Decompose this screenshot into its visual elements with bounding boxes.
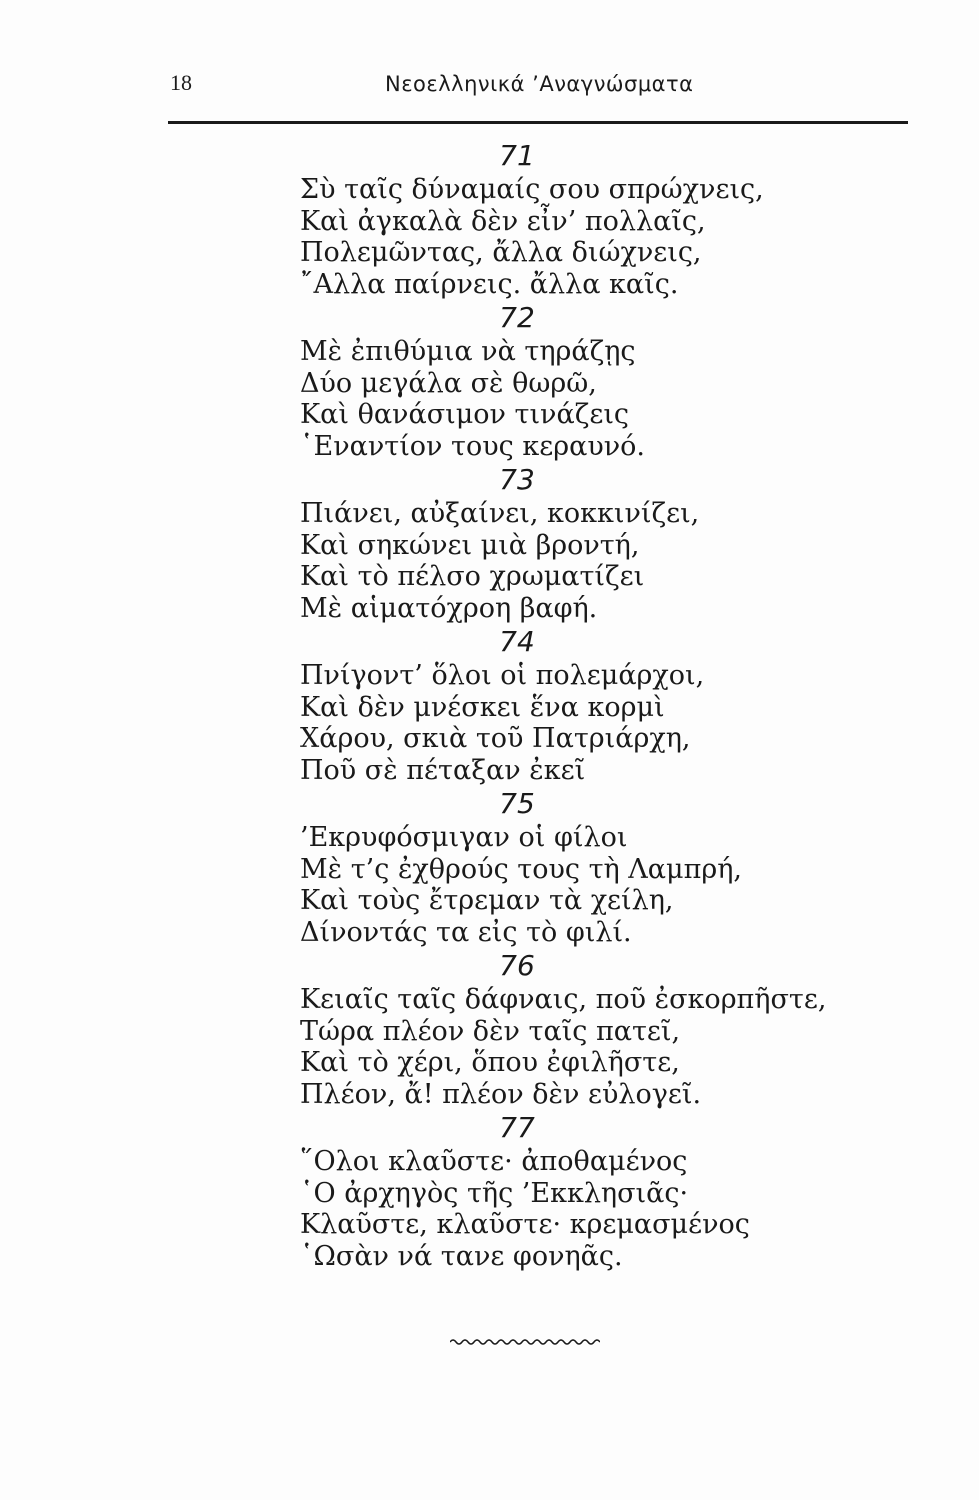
running-title: Νεοελληνικά ’Αναγνώσματα (385, 72, 694, 96)
verse-line: Καὶ θανάσιμον τινάζεις (300, 399, 630, 430)
verse-line: ῾Εναντίον τους κεραυνό. (300, 430, 645, 462)
verse-line: Καὶ ἀγκαλὰ δὲν εἶν’ πολλαῖς, (300, 205, 706, 237)
stanza-number: 71 (499, 139, 535, 172)
stanza-number: 77 (499, 1111, 535, 1144)
stanza-75 (282, 786, 782, 948)
verse-line: Μὲ αἱματόχροη βαφή. (300, 592, 598, 624)
stanza-72 (282, 300, 782, 462)
verse-line: Σὺ ταῖς δύναμαίς σου σπρώχνεις, (300, 174, 764, 205)
verse-line: Καὶ δὲν μνέσκει ἕνα κορμὶ (300, 691, 665, 723)
verse-line: Πλέον, ἄ! πλέον δὲν εὐλογεῖ. (300, 1078, 702, 1110)
stanza-77 (282, 1110, 782, 1272)
verse-line: Δίνοντάς τα εἰς τὸ φιλί. (300, 916, 632, 948)
verse-line: ῞Ολοι κλαῦστε· ἀποθαμένος (300, 1146, 688, 1177)
stanza-number: 74 (499, 625, 535, 658)
verse-line: ’Εκρυφόσμιγαν οἱ φίλοι (300, 822, 628, 853)
stanza-76 (282, 948, 827, 1110)
header-rule (168, 121, 908, 124)
stanza-74 (282, 624, 782, 786)
verse-line: Καὶ σηκώνει μιὰ βροντή, (300, 529, 640, 561)
page-header (170, 70, 910, 104)
verse-line: Δύο μεγάλα σὲ θωρῶ, (300, 367, 597, 399)
verse-line: ῾Ωσὰν νά τανε φονηᾶς. (300, 1240, 623, 1272)
verse-line: Τώρα πλέον δὲν ταῖς πατεῖ, (300, 1015, 681, 1047)
wavy-end-ornament (450, 1337, 600, 1347)
verse-line: Χάρου, σκιὰ τοῦ Πατριάρχη, (300, 723, 691, 754)
stanza-71 (282, 138, 782, 300)
verse-line: Καὶ τὸ χέρι, ὅπου ἐφιλῆστε, (300, 1047, 680, 1078)
verse-line: Μὲ ἐπιθύμια νὰ τηράζῃς (300, 336, 636, 367)
poem-stanzas (282, 138, 827, 1272)
verse-line: ῎Αλλα παίρνεις. ἄλλα καῖς. (300, 268, 679, 300)
verse-line: ῾Ο ἀρχηγὸς τῆς ’Εκκλησιᾶς· (300, 1177, 689, 1209)
verse-line: Μὲ τ’ς ἐχθρούς τους τὴ Λαμπρή, (300, 853, 742, 885)
page-number: 18 (170, 70, 192, 95)
stanza-number: 72 (499, 301, 535, 334)
stanza-73 (282, 462, 782, 624)
stanza-number: 75 (499, 787, 535, 820)
stanza-number: 73 (499, 463, 535, 496)
stanza-number: 76 (499, 949, 535, 982)
verse-line: Καὶ τὸ πέλσο χρωματίζει (300, 561, 645, 592)
verse-line: Ποῦ σὲ πέταξαν ἐκεῖ (300, 754, 586, 786)
verse-line: Πολεμῶντας, ἄλλα διώχνεις, (300, 237, 702, 268)
verse-line: Κλαῦστε, κλαῦστε· κρεμασμένος (300, 1209, 750, 1240)
verse-line: Πιάνει, αὐξαίνει, κοκκινίζει, (300, 498, 700, 529)
verse-line: Κειαῖς ταῖς δάφναις, ποῦ ἐσκορπῆστε, (300, 984, 827, 1015)
verse-line: Πνίγοντ’ ὅλοι οἱ πολεμάρχοι, (300, 660, 705, 691)
verse-line: Καὶ τοὺς ἔτρεμαν τὰ χείλη, (300, 885, 674, 916)
